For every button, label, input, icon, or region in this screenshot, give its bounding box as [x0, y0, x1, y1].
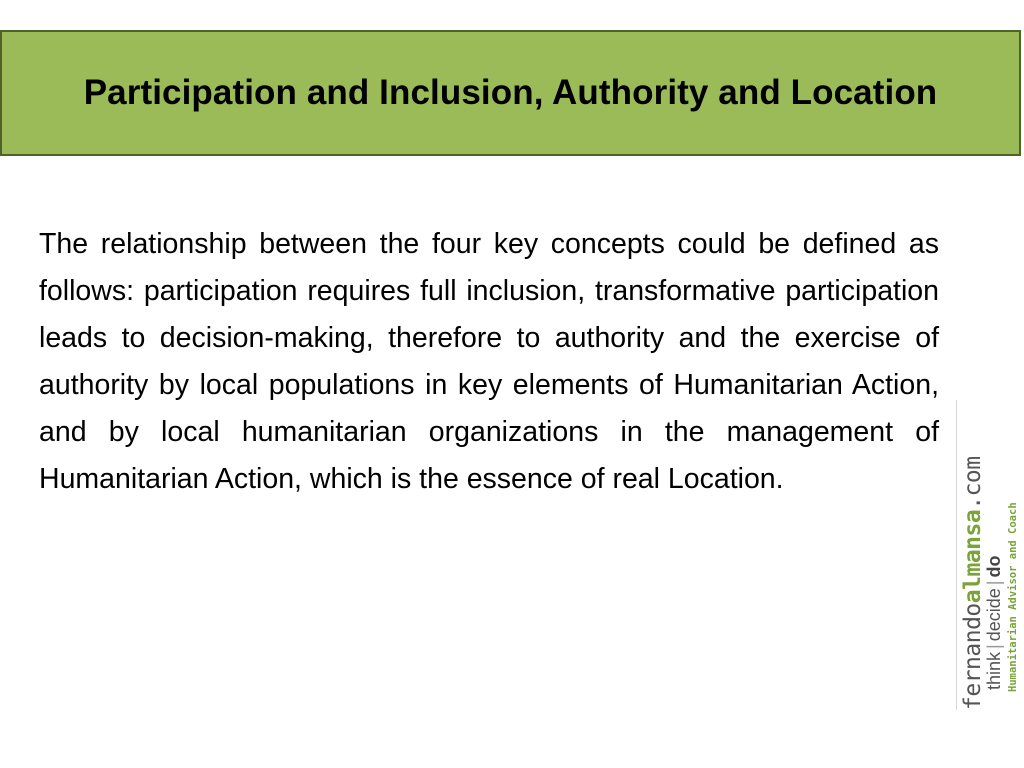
logo-name-prefix: fernando	[960, 603, 986, 710]
logo-subtitle: Humanitarian Advisor and Coach	[1007, 502, 1019, 692]
body-paragraph: The relationship between the four key concepts could be defined as follows: participation requires full inclusion, transformative participation leads to decision-making, therefore to authority and the exercise of authority by local populations in key elements of Humanitarian Action, and by local humanitarian organizations in the management of Humanitarian Action, which is the essence of real Location.	[39, 228, 939, 495]
logo-tag-think: think	[984, 651, 1004, 690]
logo-tagline	[983, 556, 1005, 690]
logo-tag-separator: |	[984, 580, 1004, 586]
logo-tag-decide: decide	[984, 588, 1004, 642]
title-bar	[0, 30, 1021, 156]
logo-tag-do: do	[984, 555, 1004, 578]
logo-name-accent: almansa	[960, 509, 986, 604]
logo-tag-separator: |	[984, 644, 1004, 649]
slide-title: Participation and Inclusion, Authority and Location	[83, 73, 938, 112]
logo-name-suffix: .com	[960, 456, 986, 510]
logo-watermark	[956, 400, 1024, 710]
logo-rotated-group	[956, 400, 1024, 710]
